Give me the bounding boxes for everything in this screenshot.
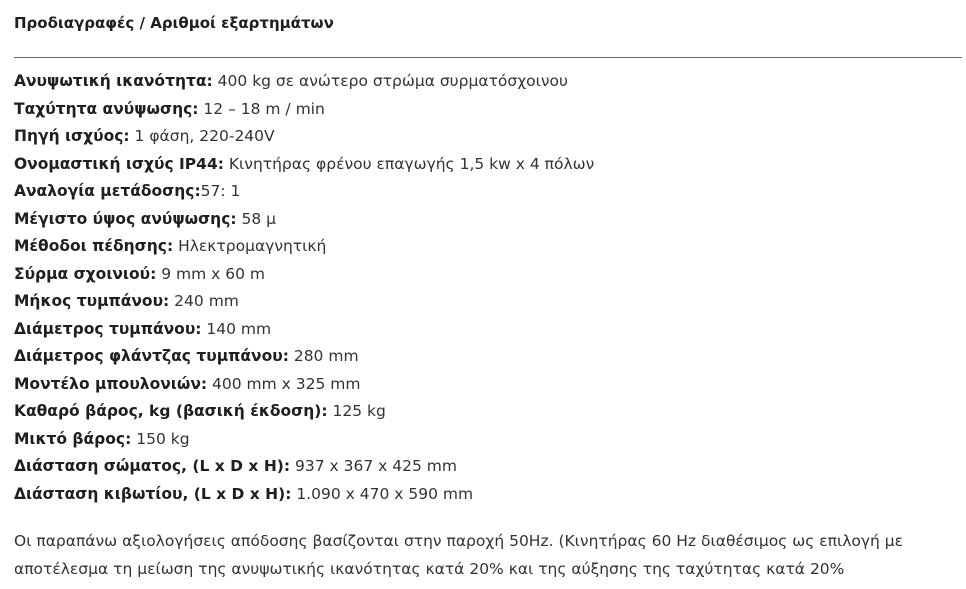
spec-label: Μικτό βάρος: [14,429,132,448]
spec-label: Καθαρό βάρος, kg (βασική έκδοση): [14,402,328,420]
spec-value: 240 mm [169,292,239,310]
spec-row-braking-method [14,233,594,261]
spec-label: Διάμετρος τυμπάνου: [14,319,202,338]
spec-label: Πηγή ισχύος: [14,127,130,145]
spec-label: Μοντέλο μπουλονιών: [14,374,208,393]
spec-value: 400 mm x 325 mm [207,374,361,393]
spec-row-lifting-speed [14,96,594,124]
spec-value: 12 – 18 m / min [198,99,325,118]
spec-row-gear-ratio [14,178,594,206]
spec-row-rated-power [14,151,594,179]
spec-label: Σύρμα σχοινιού: [14,264,157,283]
spec-label: Μέγιστο ύψος ανύψωσης: [14,209,237,228]
spec-row-body-dimensions [14,453,594,481]
spec-value: 57: 1 [200,182,241,200]
spec-row-box-dimensions [14,481,594,509]
spec-label: Διάμετρος φλάντζας τυμπάνου: [14,347,289,365]
spec-value: 400 kg σε ανώτερο στρώμα συρματόσχοινου [212,72,568,90]
spec-value: 937 x 367 x 425 mm [290,457,457,475]
spec-row-drum-flange-diameter [14,343,594,371]
spec-value: 280 mm [288,347,359,365]
spec-row-wire-rope [14,261,594,289]
spec-value: 9 mm x 60 m [156,264,265,283]
spec-value: 1.090 x 470 x 590 mm [291,484,474,503]
spec-label: Ονομαστική ισχύς IP44: [14,154,224,173]
spec-label: Διάσταση σώματος, (L x D x H): [14,457,291,475]
spec-label: Μήκος τυμπάνου: [14,292,170,310]
spec-label: Ταχύτητα ανύψωσης: [14,99,199,118]
performance-note: Οι παραπάνω αξιολογήσεις απόδοσης βασίζονται στην παροχή 50Hz. (Κινητήρας 60 Hz διαθέσιμος ως επιλογή με αποτέλεσμα τη μείωση της ανυψωτικής ικανότητας κατά 20% και της αύξησης της ταχύτητας κατά 20% [14,532,904,578]
page-title: Προδιαγραφές / Αριθμοί εξαρτημάτων [14,14,334,32]
spec-value: 150 kg [131,429,190,448]
spec-label: Ανυψωτική ικανότητα: [14,72,213,90]
spec-value: 140 mm [201,319,272,338]
spec-row-drum-diameter [14,316,594,344]
spec-label: Αναλογία μετάδοσης: [14,182,201,200]
spec-row-lifting-capacity [14,68,594,96]
title-divider [14,57,962,58]
spec-value: 125 kg [327,402,386,420]
spec-value: Ηλεκτρομαγνητική [173,237,327,255]
spec-value: 58 μ [236,209,277,228]
spec-label: Μέθοδοι πέδησης: [14,237,174,255]
spec-label: Διάσταση κιβωτίου, (L x D x H): [14,484,292,503]
specs-list [14,68,594,508]
spec-row-gross-weight [14,426,594,454]
spec-row-bolt-pattern [14,371,594,399]
spec-row-max-lift-height [14,206,594,234]
spec-row-net-weight [14,398,594,426]
spec-row-drum-length [14,288,594,316]
spec-value: 1 φάση, 220-240V [129,127,275,145]
spec-value: Κινητήρας φρένου επαγωγής 1,5 kw x 4 πόλων [223,154,595,173]
spec-row-power-source [14,123,594,151]
